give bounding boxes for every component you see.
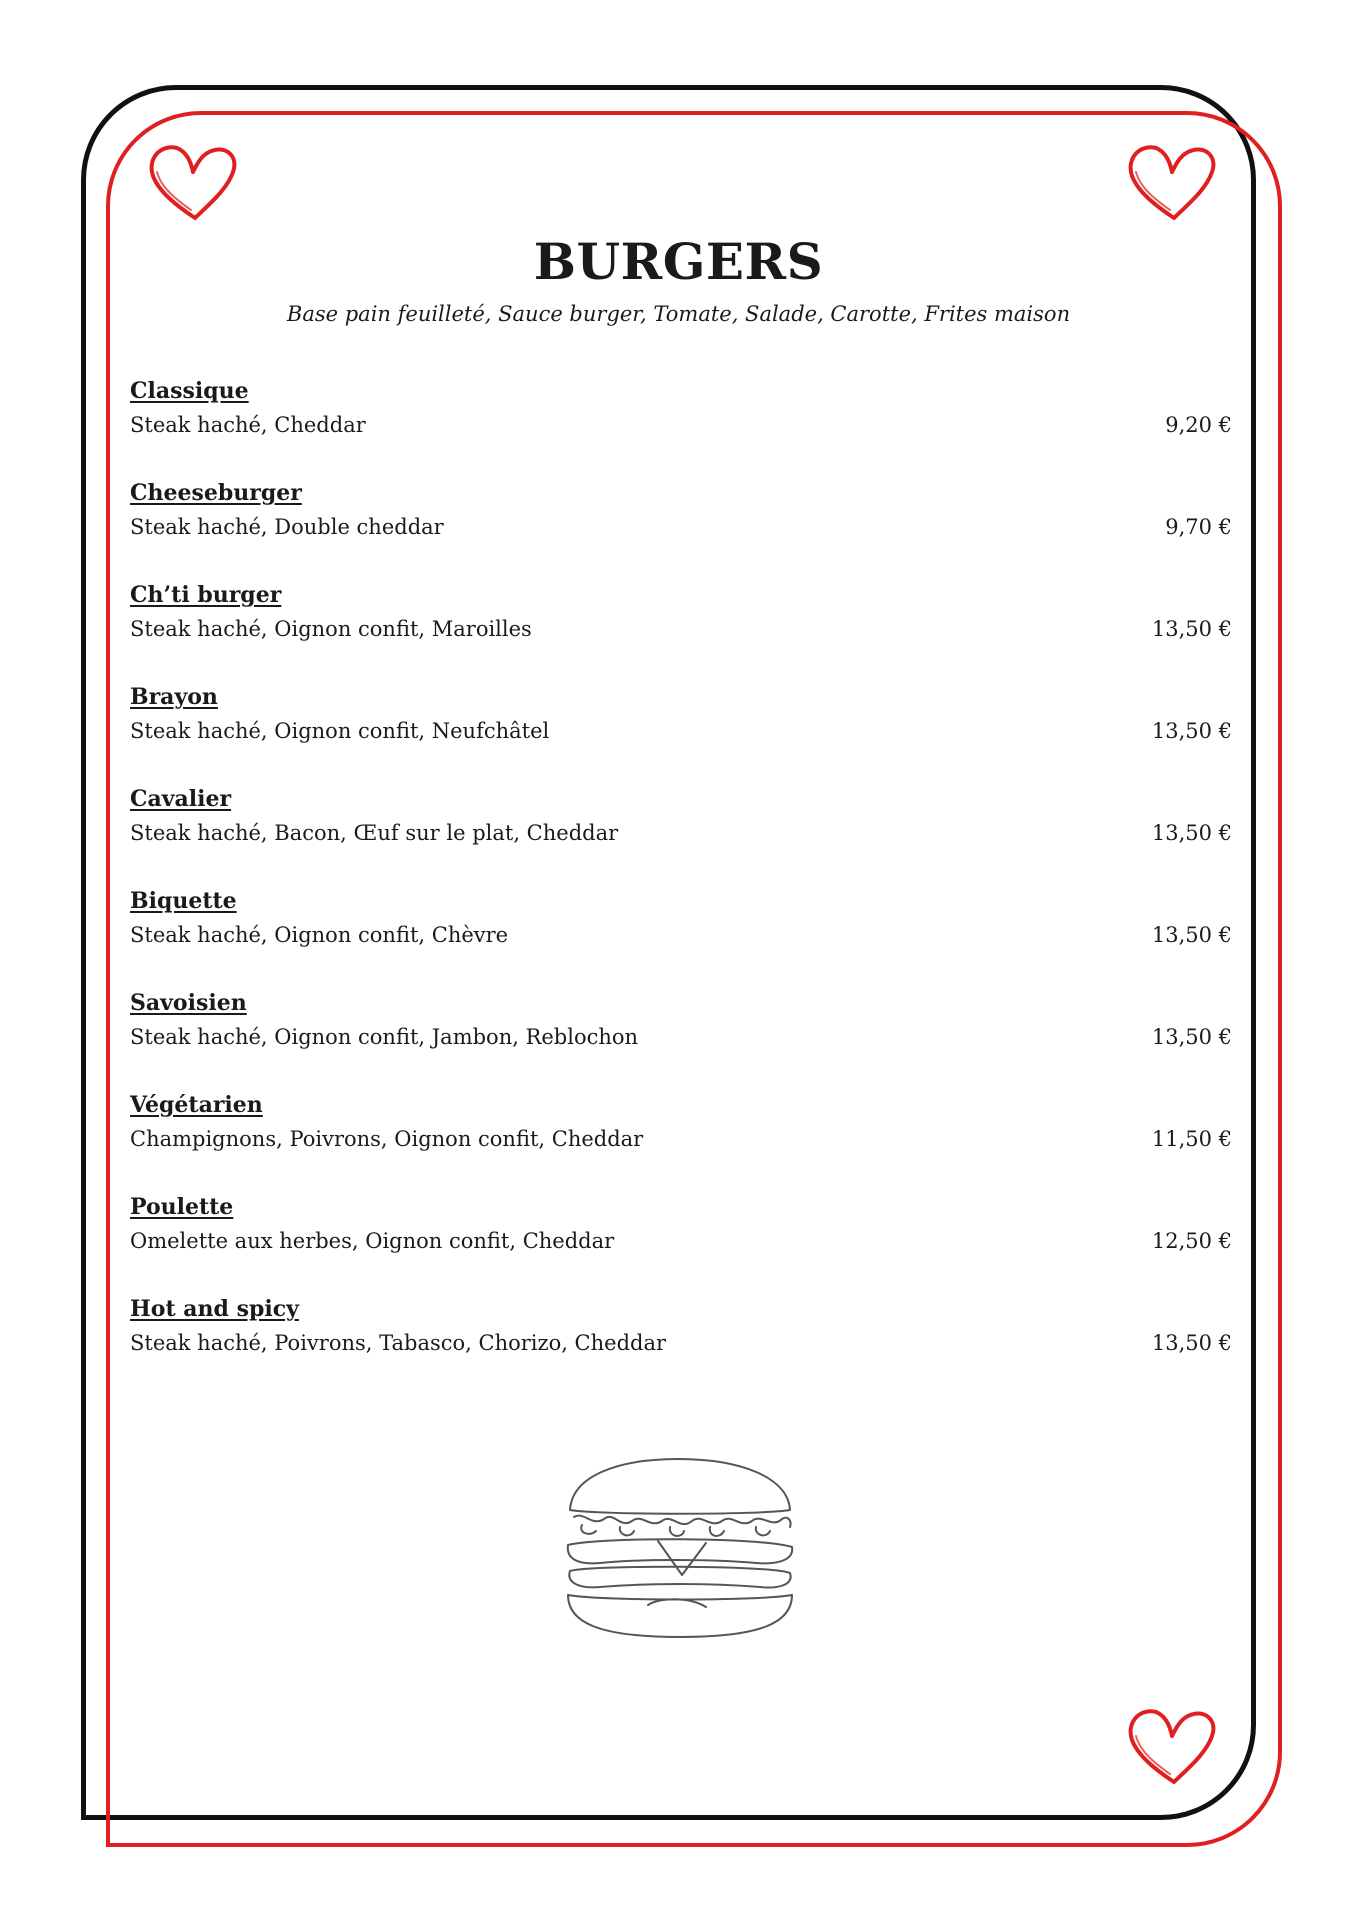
item-name: Végétarien [130,1092,263,1118]
item-name: Ch’ti burger [130,582,282,608]
item-name: Biquette [130,888,237,914]
item-description: Steak haché, Oignon confit, Neufchâtel [130,719,550,743]
item-description: Champignons, Poivrons, Oignon confit, Cheddar [130,1127,644,1151]
item-price: 12,50 € [1151,1229,1232,1253]
menu-item [130,479,1232,581]
item-price: 13,50 € [1151,617,1232,641]
menu-item [130,581,1232,683]
item-price: 13,50 € [1151,719,1232,743]
item-price: 13,50 € [1151,1025,1232,1049]
item-description: Steak haché, Oignon confit, Chèvre [130,923,509,947]
menu-item [130,683,1232,785]
item-description: Omelette aux herbes, Oignon confit, Cheddar [130,1229,615,1253]
page-subtitle: Base pain feuilleté, Sauce burger, Tomate, Salade, Carotte, Frites maison [286,302,1071,326]
item-description: Steak haché, Poivrons, Tabasco, Chorizo, Cheddar [130,1331,667,1355]
item-price: 13,50 € [1151,821,1232,845]
heart-outline-icon [1126,142,1218,222]
menu-item [130,1091,1232,1193]
item-name: Savoisien [130,990,247,1016]
item-description: Steak haché, Oignon confit, Maroilles [130,617,532,641]
item-name: Poulette [130,1194,234,1220]
item-price: 11,50 € [1151,1127,1232,1151]
item-price: 13,50 € [1151,1331,1232,1355]
item-description: Steak haché, Cheddar [130,413,366,437]
menu-item [130,377,1232,479]
item-price: 9,70 € [1165,515,1232,539]
item-description: Steak haché, Double cheddar [130,515,444,539]
menu-list [130,377,1232,1397]
item-name: Brayon [130,684,218,710]
item-price: 9,20 € [1165,413,1232,437]
item-name: Hot and spicy [130,1296,299,1322]
menu-item [130,785,1232,887]
page-title: BURGERS [533,232,824,291]
menu-item [130,887,1232,989]
menu-item [130,1193,1232,1295]
heart-outline-icon [1126,1706,1218,1786]
item-description: Steak haché, Bacon, Œuf sur le plat, Cheddar [130,821,619,845]
item-price: 13,50 € [1151,923,1232,947]
menu-item [130,1295,1232,1397]
menu-item [130,989,1232,1091]
item-name: Classique [130,378,249,404]
item-description: Steak haché, Oignon confit, Jambon, Reblochon [130,1025,639,1049]
burger-line-drawing-icon [560,1455,800,1645]
item-name: Cheeseburger [130,480,302,506]
item-name: Cavalier [130,786,232,812]
heart-outline-icon [147,142,239,222]
